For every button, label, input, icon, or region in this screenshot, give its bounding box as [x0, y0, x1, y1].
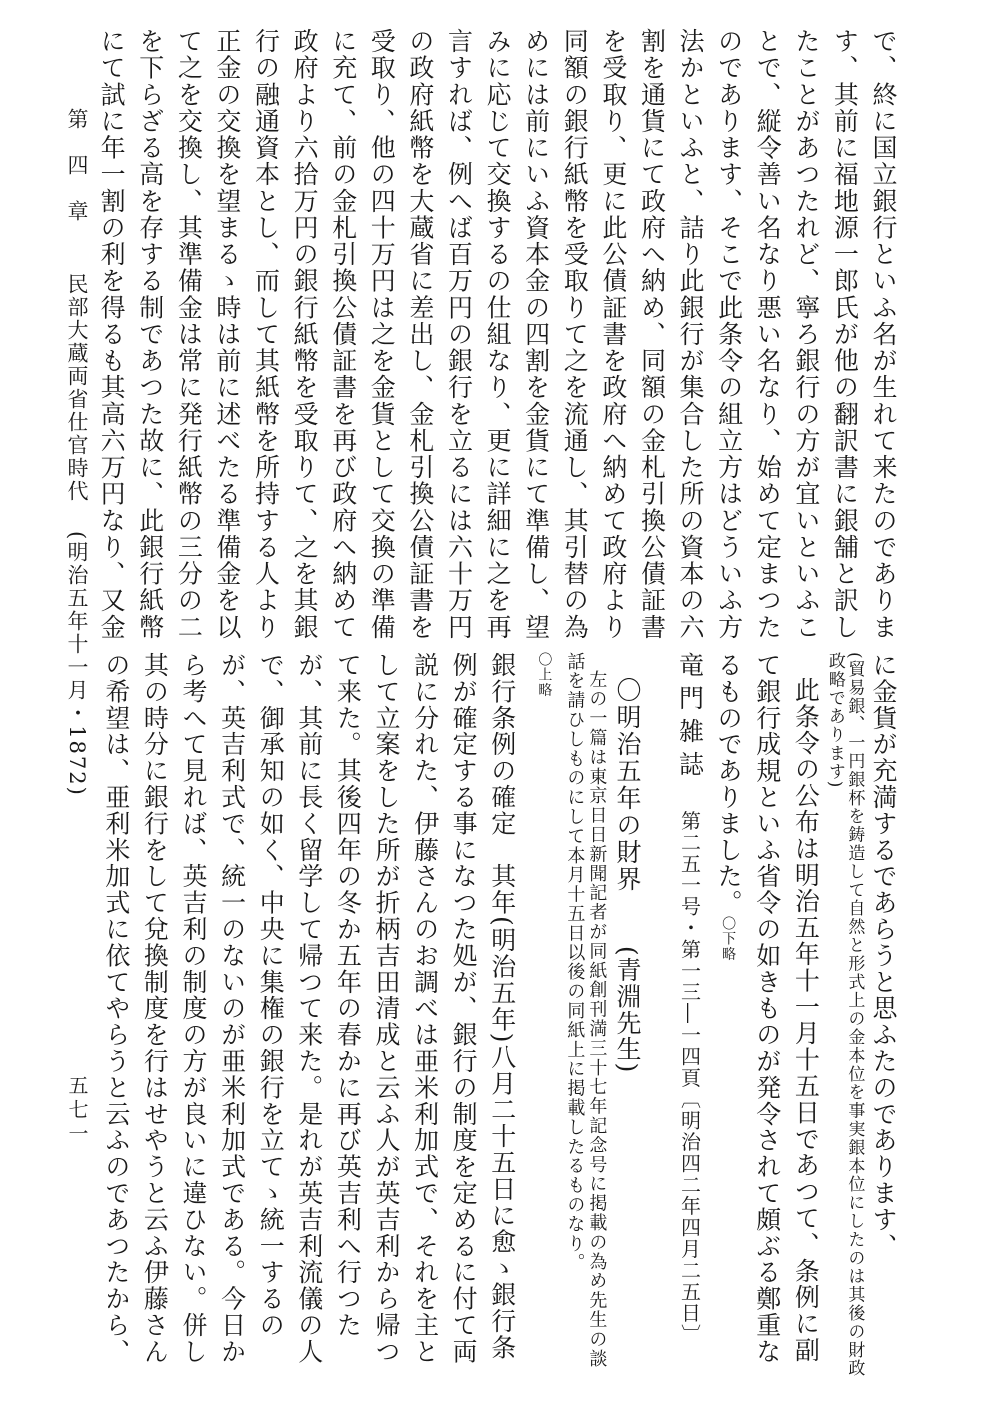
- body-paragraph-continued: [824, 652, 902, 1382]
- page-number: 五七一: [65, 1075, 89, 1147]
- body-paragraph: で、終に国立銀行といふ名が生れて来たのであります、其前に福地源一郎氏が他の翻訳書に銀舗と訳したことがあつたれど、寧ろ銀行の方が宜いといふことで、縦令善い名なり悪い名なり、始めて定まつたのであります、そこで此条令の組立方はどういふ方法かといふと、詰り此銀行が集合した所の資本の六割を通貨にて政府へ納め、同額の金札引換公債証書を受取り、更に此公債証書を政府へ納めて政府より同額の銀行紙幣を受取りて之を流通し、其引替の為めには前にいふ資本金の四割を金貨にて準備し、望みに応じて交換するの仕組なり、更に詳細に之を再言すれば、例へば百万円の銀行を立るには六十万円の政府紙幣を大蔵省に差出し、金札引換公債証書を受取り、他の四十万円は之を金貨として交換の準備に充て、前の金札引換公債証書を再び政府へ納めて政府より六拾万円の銀行紙幣を受取りて、之を其銀行の融通資本とし、而して其紙幣を所持する人より正金の交換を望まるゝ時は前に述べたる準備金を以て之を交換し、其準備金は常に発行紙幣の三分の二を下らざる高を存する制であつた故に、此銀行紙幣にて試に年一割の利を得るも其高六万円なり、又金: [97, 28, 898, 640]
- omission-mark: 〇下略: [720, 916, 737, 963]
- chapter-subject: 民部大蔵両省仕官時代: [65, 273, 89, 503]
- lower-text-block: [96, 652, 902, 1382]
- source-citation: [670, 652, 709, 1382]
- paragraph-text: に金貨が充満するであらうと思ふたのであります、: [869, 652, 898, 1260]
- omission-mark: 〇上略: [536, 652, 553, 699]
- body-paragraph: [709, 652, 825, 1382]
- section-title: 〇明治五年の財界: [612, 677, 642, 893]
- chapter-label: 第 四 章: [65, 108, 89, 223]
- section-author: (青淵先生): [612, 945, 642, 1074]
- source-reference: 第二五一号・第一三―一四頁〔明治四二年四月二五日〕: [677, 810, 702, 1346]
- chapter-date: (明治五年十一月・1872): [65, 531, 89, 797]
- upper-text-block: [96, 28, 902, 640]
- source-title: 竜門雑誌: [675, 652, 705, 784]
- body-paragraph: 銀行条例の確定 其年(明治五年)八月二十五日に愈ゝ銀行条例が確定する事になつた処が、銀行の制度を定めるに付て両説に分れた、伊藤さんのお調べは亜米利加式で、それを主として立案をした所が折柄吉田清成と云ふ人が英吉利から帰つて来た。其後四年の冬か五年の春かに再び英吉利へ行つたが、其前に長く留学して帰つて来た。是れが英吉利流儀の人で、御承知の如く、中央に集権の銀行を立てゝ統一するのが、英吉利式で、統一のないのが亜米利加式である。今日から考へて見れば、英吉利の制度の方が良いに違ひない。併し其の時分に銀行をして兌換制度を行はせやうと云ふ伊藤さんの希望は、亜利米加式に依てやらうと云ふのであつたから、: [101, 652, 517, 1365]
- paragraph-text: 此条令の公布は明治五年十一月十五日であつて、条例に副て銀行成規といふ省令の如きものが発令されて頗ぶる鄭重なるものでありました。: [714, 652, 821, 1365]
- section-heading: [607, 652, 646, 1382]
- running-head: [52, 108, 92, 797]
- inline-note: (貿易銀、一円銀杯を鋳造して自然と形式上の金本位を事実銀本位にしたのは其後の財政政略であります): [824, 652, 865, 1378]
- editorial-remark: 左の一篇は東京日日新聞記者が同紙創刊満三十七年記念号に掲載の為め先生の談話を請ひしものにして本月十五日以後の同紙上に掲載したるものなり。: [564, 652, 608, 1369]
